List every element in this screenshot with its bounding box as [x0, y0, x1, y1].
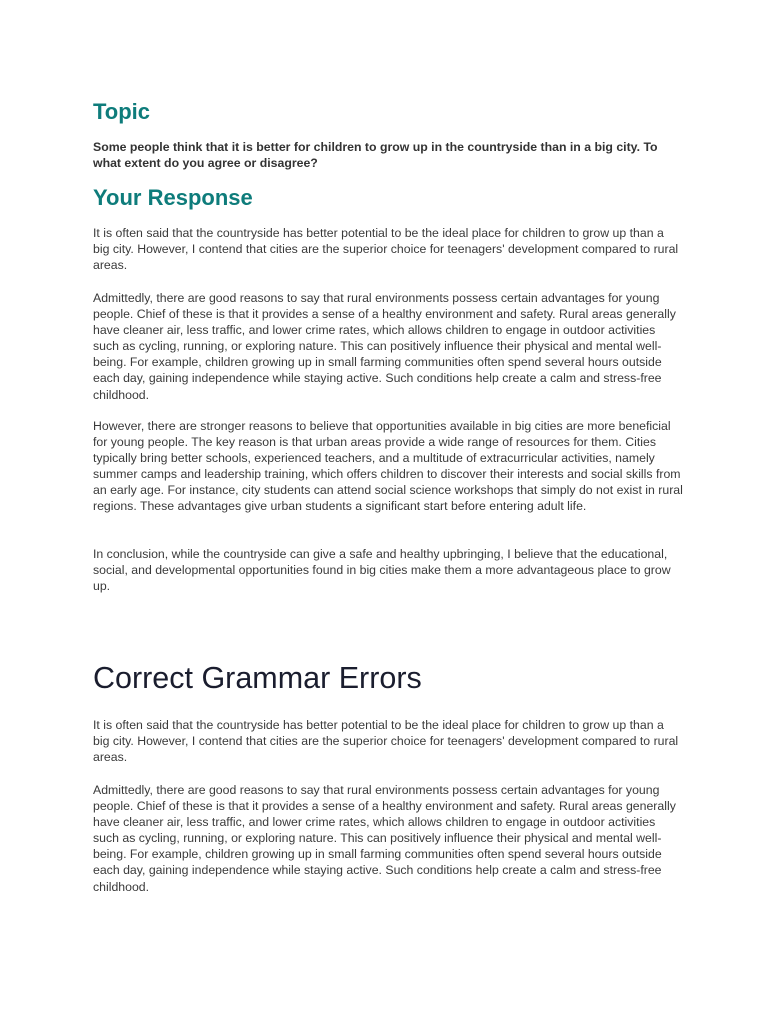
response-heading: Your Response [93, 185, 253, 210]
corrections-heading: Correct Grammar Errors [93, 661, 422, 695]
topic-prompt: Some people think that it is better for children to grow up in the countryside than in a big city. To what extent do you agree or disagree? [93, 140, 658, 170]
response-paragraph-body-2: However, there are stronger reasons to believe that opportunities available in big cities are more beneficial for young people. The key reason is that urban areas provide a wide range of resources for them. Cities typically bring better schools, experienced teachers, and a multitude of extracurricular activities, namely summer camps and leadership training, which offers children to discover their interests and social skills from an early age. For instance, city students can attend social science workshops that simply do not exist in rural regions. These advantages give urban students a significant start before entering adult life. [93, 419, 683, 514]
corrections-paragraph-body-1: Admittedly, there are good reasons to say that rural environments possess certain advantages for young people. Chief of these is that it provides a sense of a healthy environment and safety. Rural areas generally have cleaner air, less traffic, and lower crime rates, which allows children to engage in outdoor activities such as cycling, running, or exploring nature. This can positively influence their physical and mental well-being. For example, children growing up in small farming communities often spend several hours outside each day, gaining independence while staying active. Such conditions help create a calm and stress-free childhood. [93, 783, 676, 894]
response-paragraph-body-1: Admittedly, there are good reasons to say that rural environments possess certain advantages for young people. Chief of these is that it provides a sense of a healthy environment and safety. Rural areas generally have cleaner air, less traffic, and lower crime rates, which allows children to engage in outdoor activities such as cycling, running, or exploring nature. This can positively influence their physical and mental well-being. For example, children growing up in small farming communities often spend several hours outside each day, gaining independence while staying active. Such conditions help create a calm and stress-free childhood. [93, 291, 676, 402]
response-paragraph-conclusion: In conclusion, while the countryside can give a safe and healthy upbringing, I believe that the educational, social, and developmental opportunities found in big cities make them a more advantageous place to grow up. [93, 547, 671, 594]
corrections-paragraph-intro: It is often said that the countryside has better potential to be the ideal place for children to grow up than a big city. However, I contend that cities are the superior choice for teenagers' development compared to rural areas. [93, 718, 679, 765]
topic-heading: Topic [93, 99, 151, 124]
response-paragraph-intro: It is often said that the countryside has better potential to be the ideal place for children to grow up than a big city. However, I contend that cities are the superior choice for teenagers' development compared to rural areas. [93, 226, 679, 273]
